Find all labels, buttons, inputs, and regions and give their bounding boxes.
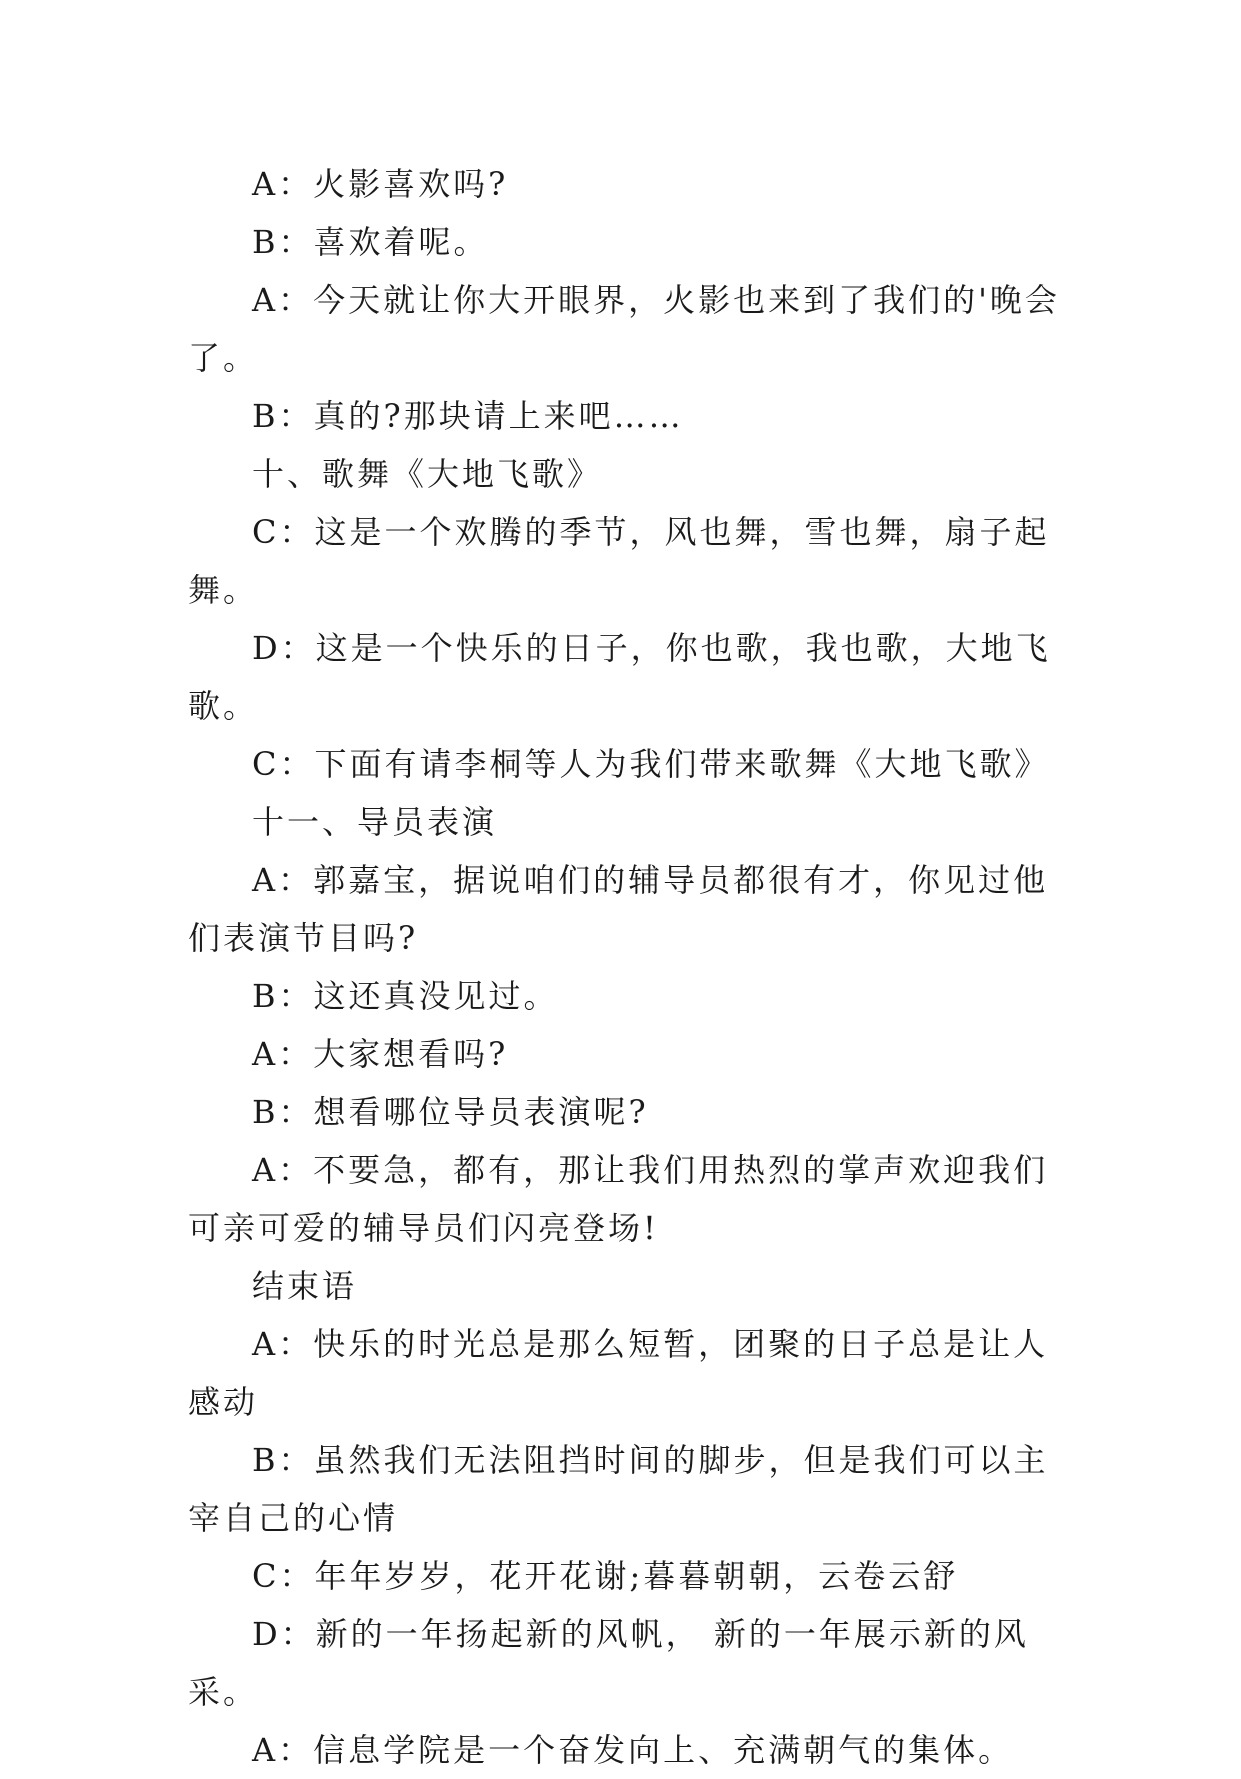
document-body: [188, 155, 1068, 1779]
paragraph-1: A：火影喜欢吗?: [252, 165, 509, 203]
paragraph-2: B：喜欢着呢。: [252, 223, 489, 261]
paragraph-18: C：年年岁岁，花开花谢;暮暮朝朝，云卷云舒: [252, 1557, 959, 1595]
paragraph-13: B：想看哪位导员表演呢?: [252, 1093, 649, 1131]
paragraph-6: C：这是一个欢腾的季节，风也舞，雪也舞，扇子起舞。: [188, 513, 1050, 609]
paragraph-7: D：这是一个快乐的日子，你也歌，我也歌，大地飞歌。: [188, 629, 1051, 725]
paragraph-11: B：这还真没见过。: [252, 977, 559, 1015]
paragraph-16: A：快乐的时光总是那么短暂，团聚的日子总是让人感动: [188, 1325, 1049, 1421]
paragraph-4: B：真的?那块请上来吧……: [252, 397, 684, 435]
paragraph-12: A：大家想看吗?: [252, 1035, 509, 1073]
paragraph-19: D：新的一年扬起新的风帆， 新的一年展示新的风采。: [188, 1615, 1029, 1711]
paragraph-3: A：今天就让你大开眼界，火影也来到了我们的'晚会了。: [188, 281, 1060, 377]
section-heading-closing: 结束语: [252, 1267, 358, 1305]
section-heading-10: 十、歌舞《大地飞歌》: [252, 455, 603, 493]
paragraph-20: A：信息学院是一个奋发向上、充满朝气的集体。: [252, 1731, 1014, 1769]
paragraph-17: B：虽然我们无法阻挡时间的脚步，但是我们可以主宰自己的心情: [188, 1441, 1049, 1537]
paragraph-8: C：下面有请李桐等人为我们带来歌舞《大地飞歌》: [252, 745, 1050, 783]
section-heading-11: 十一、导员表演: [252, 803, 498, 841]
paragraph-10: A：郭嘉宝，据说咱们的辅导员都很有才，你见过他们表演节目吗?: [188, 861, 1049, 957]
paragraph-14: A：不要急，都有，那让我们用热烈的掌声欢迎我们可亲可爱的辅导员们闪亮登场!: [188, 1151, 1049, 1247]
